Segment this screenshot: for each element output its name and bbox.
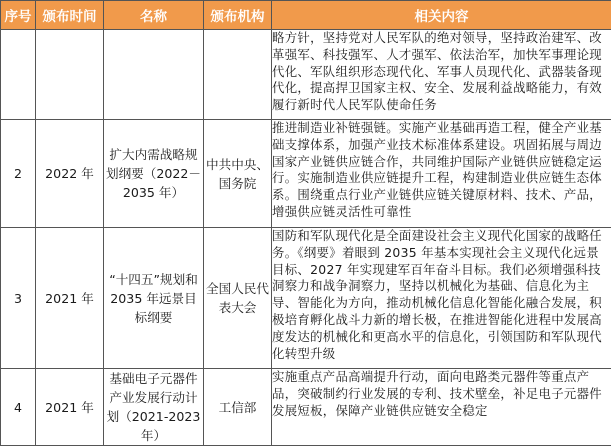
- cell-content: 实施重点产品高端提升行动，面向电路类元器件等重点产品，突破制约行业发展的专利、技术壁垒，补足电子元器件发展短板，保障产业链供应链安全稳定: [272, 369, 611, 446]
- header-content: 相关内容: [272, 1, 611, 30]
- header-row: [1, 1, 611, 30]
- header-name: 名称: [104, 1, 204, 30]
- cell-seq: 2: [1, 120, 36, 228]
- table-row: [1, 30, 611, 120]
- cell-date: 2021 年: [36, 369, 104, 446]
- header-org: 颁布机构: [204, 1, 272, 30]
- cell-date: [36, 30, 104, 120]
- cell-seq: 4: [1, 369, 36, 446]
- cell-org: 中共中央、国务院: [204, 120, 272, 228]
- header-date: 颁布时间: [36, 1, 104, 30]
- cell-org: 全国人民代表大会: [204, 228, 272, 369]
- table-row: [1, 369, 611, 446]
- cell-content: 推进制造业补链强链。实施产业基础再造工程，健全产业基础支撑体系，加强产业技术标准体系建设。巩固拓展与周边国家产业链供应链合作，共同维护国际产业链供应链稳定运行。实施制造业供应链提升工程，构建制造业供应链生态体系。围绕重点行业产业链供应链关键原材料、技术、产品，增强供应链灵活性可靠性: [272, 120, 611, 228]
- cell-date: 2022 年: [36, 120, 104, 228]
- cell-name: 扩大内需战略规划纲要（2022－2035 年）: [104, 120, 204, 228]
- cell-org: 工信部: [204, 369, 272, 446]
- cell-seq: [1, 30, 36, 120]
- table-row: [1, 120, 611, 228]
- table-row: [1, 228, 611, 369]
- cell-name: “十四五”规划和 2035 年远景目标纲要: [104, 228, 204, 369]
- cell-seq: 3: [1, 228, 36, 369]
- cell-name: 基础电子元器件产业发展行动计划（2021-2023 年）: [104, 369, 204, 446]
- cell-name: [104, 30, 204, 120]
- cell-date: 2021 年: [36, 228, 104, 369]
- cell-org: [204, 30, 272, 120]
- header-seq: 序号: [1, 1, 36, 30]
- cell-content: 国防和军队现代化是全面建设社会主义现代化国家的战略任务。《纲要》着眼到 2035 年基本实现社会主义现代化远景目标、2027 年实现建军百年奋斗目标。我们必须增强科技洞察力和战争洞察力，坚持以机械化为基础、信息化为主导、智能化为方向，推动机械化信息化智能化融合发展，积极培育孵化战斗力新的增长极，在推进智能化进程中发展高度发达的机械化和更高水平的信息化，引领国防和军队现代化转型升级: [272, 228, 611, 369]
- cell-content: 略方针，坚持党对人民军队的绝对领导，坚持政治建军、改革强军、科技强军、人才强军、依法治军，加快军事理论现代化、军队组织形态现代化、军事人员现代化、武器装备现代化，提高捍卫国家主权、安全、发展利益战略能力，有效履行新时代人民军队使命任务: [272, 30, 611, 120]
